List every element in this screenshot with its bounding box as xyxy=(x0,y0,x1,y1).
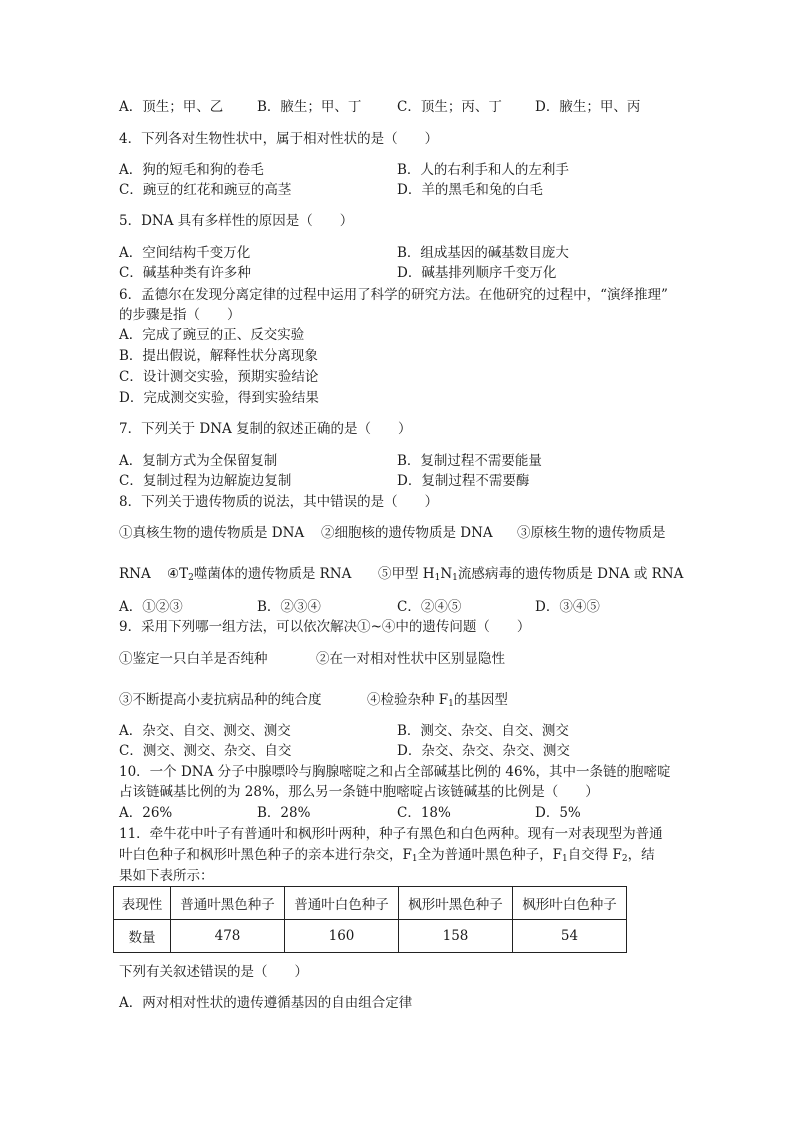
q8-item-3: ③原核生物的遗传物质是 xyxy=(517,525,666,541)
table-header-cell: 表现性 xyxy=(114,887,171,920)
q10-option-b: B．28% xyxy=(257,805,311,821)
q4-option-c: C．豌豆的红花和豌豆的高茎 xyxy=(119,182,292,198)
q8-option-c: C．②④⑤ xyxy=(397,599,462,615)
q7-option-d: D．复制过程不需要酶 xyxy=(397,473,530,489)
q10-stem-line1: 10．一个 DNA 分子中腺嘌呤与胸腺嘧啶之和占全部碱基比例的 46%，其中一条链的胞嘧啶 xyxy=(119,764,671,780)
q5-option-a: A．空间结构千变万化 xyxy=(119,245,251,261)
table-row-label: 数量 xyxy=(114,920,171,953)
q7-option-c: C．复制过程为边解旋边复制 xyxy=(119,473,292,489)
q11-question: 下列有关叙述错误的是（ ） xyxy=(119,964,308,980)
q6-stem-line2: 的步骤是指（ ） xyxy=(119,307,241,323)
table-header-cell: 普通叶白色种子 xyxy=(285,887,399,920)
q9-item-3: ③不断提高小麦抗病品种的纯合度 xyxy=(119,692,322,708)
q7-option-a: A．复制方式为全保留复制 xyxy=(119,453,278,469)
q6-option-a: A．完成了豌豆的正、反交实验 xyxy=(119,327,305,343)
q6-stem-line1: 6．孟德尔在发现分离定律的过程中运用了科学的研究方法。在他研究的过程中，“演绎推理” xyxy=(119,287,668,303)
q9-option-a: A．杂交、自交、测交、测交 xyxy=(119,723,291,739)
q3-option-b: B．腋生；甲、丁 xyxy=(257,99,362,115)
q8-option-d: D．③④⑤ xyxy=(535,599,600,615)
q9-option-b: B．测交、杂交、自交、测交 xyxy=(397,723,569,739)
table-row xyxy=(114,920,627,953)
q8-item-2: ②细胞核的遗传物质是 DNA xyxy=(321,525,493,541)
q9-option-c: C．测交、测交、杂交、自交 xyxy=(119,743,292,759)
table-header-cell: 枫形叶白色种子 xyxy=(513,887,627,920)
results-table xyxy=(113,886,627,953)
q11-line2: 叶白色种子和枫形叶黑色种子的亲本进行杂交，$F_1$全为普通叶黑色种子，$F_1$自交得 $F_2$，结 xyxy=(119,847,655,864)
table-header-row xyxy=(114,887,627,920)
table-header-cell: 枫形叶黑色种子 xyxy=(399,887,513,920)
q5-option-d: D．碱基排列顺序千变万化 xyxy=(397,265,557,281)
q5-option-c: C．碱基种类有许多种 xyxy=(119,265,251,281)
q4-option-b: B．人的右利手和人的左利手 xyxy=(397,162,569,178)
q8-option-b: B．②③④ xyxy=(257,599,321,615)
q8-stem: 8．下列关于遗传物质的说法，其中错误的是（ ） xyxy=(119,494,439,510)
q8-option-a: A．①②③ xyxy=(119,599,183,615)
q4-stem: 4．下列各对生物性状中，属于相对性状的是（ ） xyxy=(119,131,439,147)
q11-option-a: A．两对相对性状的遗传遵循基因的自由组合定律 xyxy=(119,995,413,1011)
table-cell: 54 xyxy=(513,920,627,953)
q11-line1: 11．牵牛花中叶子有普通叶和枫形叶两种，种子有黑色和白色两种。现有一对表现型为普通 xyxy=(119,826,663,842)
q10-stem-line2: 占该链碱基比例的为 28%，那么另一条链中胞嘧啶占该链碱基的比例是（ ） xyxy=(119,784,599,800)
q9-option-d: D．杂交、杂交、杂交、测交 xyxy=(397,743,570,759)
q10-option-d: D．5% xyxy=(535,805,581,821)
q11-line3: 果如下表所示： xyxy=(119,868,214,884)
q10-option-c: C．18% xyxy=(397,805,451,821)
q3-option-a: A．顶生；甲、乙 xyxy=(119,99,224,115)
table-cell: 160 xyxy=(285,920,399,953)
q6-option-d: D．完成测交实验，得到实验结果 xyxy=(119,390,319,406)
q6-option-b: B．提出假说，解释性状分离现象 xyxy=(119,348,318,364)
table-cell: 478 xyxy=(171,920,285,953)
q9-item-4: ④检验杂种 $F_1$的基因型 xyxy=(367,692,508,709)
q4-option-a: A．狗的短毛和狗的卷毛 xyxy=(119,162,264,178)
q8-item-4: $④T_2$噬菌体的遗传物质是 RNA xyxy=(167,566,352,583)
q9-item-2: ②在一对相对性状中区别显隐性 xyxy=(316,651,505,667)
q6-option-c: C．设计测交实验，预期实验结论 xyxy=(119,369,319,385)
q4-option-d: D．羊的黑毛和兔的白毛 xyxy=(397,182,543,198)
q8-item-5: ⑤甲型 $H_1N_1$流感病毒的遗传物质是 DNA 或 RNA xyxy=(378,566,684,583)
q5-stem: 5．DNA 具有多样性的原因是（ ） xyxy=(119,213,354,229)
q9-stem: 9．采用下列哪一组方法，可以依次解决①~④中的遗传问题（ ） xyxy=(119,619,531,635)
q9-item-1: ①鉴定一只白羊是否纯种 xyxy=(119,651,268,667)
q8-item-3-cont: RNA xyxy=(119,566,151,582)
table-header-cell: 普通叶黑色种子 xyxy=(171,887,285,920)
q8-item-1: ①真核生物的遗传物质是 DNA xyxy=(119,525,305,541)
q3-option-d: D．腋生；甲、丙 xyxy=(535,99,641,115)
q7-stem: 7．下列关于 DNA 复制的叙述正确的是（ ） xyxy=(119,421,412,437)
table-cell: 158 xyxy=(399,920,513,953)
q7-option-b: B．复制过程不需要能量 xyxy=(397,453,542,469)
q10-option-a: A．26% xyxy=(119,805,173,821)
q5-option-b: B．组成基因的碱基数目庞大 xyxy=(397,245,569,261)
q3-option-c: C．顶生；丙、丁 xyxy=(397,99,502,115)
